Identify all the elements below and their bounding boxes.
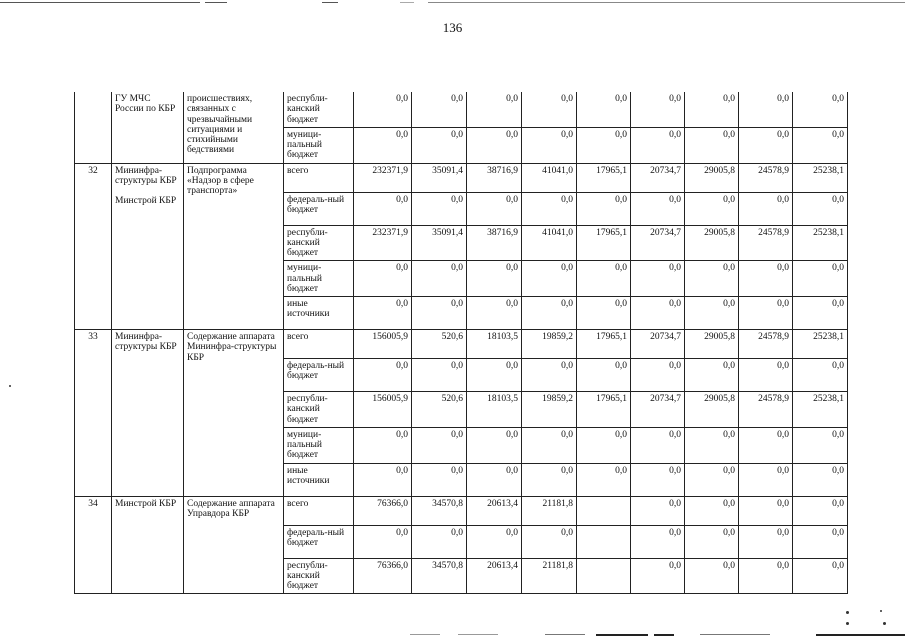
amount-cell: 0,0 (354, 261, 412, 297)
amount-cell: 0,0 (577, 192, 631, 225)
funding-source-cell: федераль-ный бюджет (284, 359, 354, 392)
amount-cell: 0,0 (412, 427, 467, 463)
amount-cell: 0,0 (467, 192, 522, 225)
amount-cell: 0,0 (739, 297, 793, 330)
amount-cell: 29005,8 (685, 392, 739, 428)
amount-cell: 24578,9 (739, 330, 793, 359)
amount-cell: 0,0 (467, 127, 522, 163)
amount-cell: 0,0 (631, 463, 685, 496)
amount-cell: 0,0 (793, 192, 848, 225)
amount-cell: 0,0 (631, 261, 685, 297)
amount-cell: 232371,9 (354, 163, 412, 192)
amount-cell: 0,0 (631, 297, 685, 330)
amount-cell: 156005,9 (354, 330, 412, 359)
funding-source-cell: муници-пальный бюджет (284, 427, 354, 463)
amount-cell: 0,0 (793, 463, 848, 496)
amount-cell: 0,0 (685, 92, 739, 127)
amount-cell: 0,0 (793, 127, 848, 163)
funding-source-cell: республи-канский бюджет (284, 92, 354, 127)
amount-cell: 0,0 (793, 525, 848, 558)
amount-cell: 25238,1 (793, 392, 848, 428)
executor-cell: Мининфра-структуры КБР Минстрой КБР (112, 163, 184, 330)
executor-cell: ГУ МЧС России по КБР (112, 92, 184, 163)
amount-cell: 0,0 (522, 359, 577, 392)
amount-cell: 17965,1 (577, 225, 631, 261)
amount-cell: 0,0 (412, 127, 467, 163)
amount-cell: 24578,9 (739, 163, 793, 192)
amount-cell: 520,6 (412, 330, 467, 359)
table-row (75, 92, 848, 127)
amount-cell: 0,0 (522, 127, 577, 163)
amount-cell: 0,0 (467, 525, 522, 558)
amount-cell: 20613,4 (467, 496, 522, 525)
funding-source-cell: федераль-ный бюджет (284, 192, 354, 225)
table-row (75, 163, 848, 192)
amount-cell: 0,0 (354, 127, 412, 163)
amount-cell: 0,0 (739, 496, 793, 525)
amount-cell: 25238,1 (793, 163, 848, 192)
amount-cell: 0,0 (522, 427, 577, 463)
amount-cell: 0,0 (354, 92, 412, 127)
amount-cell: 0,0 (522, 463, 577, 496)
amount-cell: 35091,4 (412, 225, 467, 261)
program-name-cell: происшествиях, связанных с чрезвычайными ситуациями и стихийными бедствиями (184, 92, 284, 163)
funding-source-cell: иные источники (284, 463, 354, 496)
amount-cell: 0,0 (577, 92, 631, 127)
page-number: 136 (442, 20, 463, 35)
amount-cell: 24578,9 (739, 225, 793, 261)
amount-cell: 0,0 (522, 261, 577, 297)
amount-cell: 17965,1 (577, 330, 631, 359)
amount-cell: 0,0 (631, 427, 685, 463)
amount-cell: 21181,8 (522, 496, 577, 525)
amount-cell: 0,0 (793, 92, 848, 127)
amount-cell: 20613,4 (467, 558, 522, 594)
amount-cell: 0,0 (522, 192, 577, 225)
amount-cell: 29005,8 (685, 225, 739, 261)
amount-cell: 0,0 (685, 127, 739, 163)
amount-cell: 0,0 (577, 261, 631, 297)
amount-cell: 41041,0 (522, 225, 577, 261)
amount-cell: 0,0 (577, 359, 631, 392)
funding-source-cell: всего (284, 330, 354, 359)
funding-source-cell: муници-пальный бюджет (284, 127, 354, 163)
amount-cell: 29005,8 (685, 163, 739, 192)
amount-cell: 21181,8 (522, 558, 577, 594)
amount-cell: 232371,9 (354, 225, 412, 261)
amount-cell: 0,0 (793, 558, 848, 594)
amount-cell: 0,0 (354, 192, 412, 225)
amount-cell: 17965,1 (577, 163, 631, 192)
amount-cell: 0,0 (793, 496, 848, 525)
amount-cell: 0,0 (412, 463, 467, 496)
amount-cell: 0,0 (467, 297, 522, 330)
amount-cell: 19859,2 (522, 330, 577, 359)
amount-cell: 18103,5 (467, 392, 522, 428)
amount-cell: 0,0 (467, 359, 522, 392)
funding-source-cell: иные источники (284, 297, 354, 330)
amount-cell: 38716,9 (467, 225, 522, 261)
amount-cell: 0,0 (354, 463, 412, 496)
amount-cell: 35091,4 (412, 163, 467, 192)
amount-cell: 0,0 (354, 297, 412, 330)
amount-cell: 34570,8 (412, 496, 467, 525)
funding-source-cell: муници-пальный бюджет (284, 261, 354, 297)
amount-cell: 34570,8 (412, 558, 467, 594)
amount-cell: 17965,1 (577, 392, 631, 428)
funding-source-cell: республи-канский бюджет (284, 225, 354, 261)
amount-cell: 0,0 (685, 558, 739, 594)
amount-cell: 0,0 (631, 192, 685, 225)
amount-cell: 0,0 (685, 297, 739, 330)
amount-cell: 0,0 (412, 297, 467, 330)
amount-cell: 41041,0 (522, 163, 577, 192)
funding-source-cell: федераль-ный бюджет (284, 525, 354, 558)
amount-cell: 0,0 (685, 261, 739, 297)
amount-cell: 0,0 (685, 359, 739, 392)
amount-cell: 20734,7 (631, 330, 685, 359)
amount-cell: 0,0 (685, 427, 739, 463)
amount-cell: 0,0 (631, 127, 685, 163)
row-number: 32 (75, 163, 112, 330)
amount-cell: 0,0 (739, 92, 793, 127)
funding-source-cell: всего (284, 496, 354, 525)
row-number: 33 (75, 330, 112, 497)
funding-source-cell: всего (284, 163, 354, 192)
amount-cell: 25238,1 (793, 330, 848, 359)
amount-cell (577, 496, 631, 525)
amount-cell: 0,0 (739, 525, 793, 558)
amount-cell: 0,0 (412, 359, 467, 392)
row-number: 34 (75, 496, 112, 594)
amount-cell: 18103,5 (467, 330, 522, 359)
amount-cell: 20734,7 (631, 392, 685, 428)
amount-cell: 0,0 (412, 261, 467, 297)
amount-cell: 0,0 (412, 525, 467, 558)
amount-cell: 0,0 (739, 463, 793, 496)
amount-cell: 0,0 (354, 359, 412, 392)
amount-cell: 520,6 (412, 392, 467, 428)
amount-cell: 0,0 (522, 525, 577, 558)
amount-cell: 0,0 (577, 463, 631, 496)
amount-cell: 38716,9 (467, 163, 522, 192)
scan-top-edge (0, 0, 905, 8)
executor-cell: Минстрой КБР (112, 496, 184, 594)
amount-cell: 0,0 (631, 92, 685, 127)
amount-cell: 20734,7 (631, 163, 685, 192)
amount-cell: 0,0 (739, 427, 793, 463)
amount-cell: 0,0 (739, 558, 793, 594)
amount-cell: 0,0 (793, 297, 848, 330)
executor-cell: Мининфра-структуры КБР (112, 330, 184, 497)
amount-cell: 19859,2 (522, 392, 577, 428)
program-name-cell: Содержание аппарата Управдора КБР (184, 496, 284, 594)
amount-cell: 76366,0 (354, 558, 412, 594)
amount-cell: 156005,9 (354, 392, 412, 428)
amount-cell: 0,0 (739, 359, 793, 392)
amount-cell: 76366,0 (354, 496, 412, 525)
amount-cell: 0,0 (631, 525, 685, 558)
amount-cell: 0,0 (793, 427, 848, 463)
amount-cell: 0,0 (577, 427, 631, 463)
amount-cell: 0,0 (685, 525, 739, 558)
amount-cell: 0,0 (685, 463, 739, 496)
amount-cell: 0,0 (685, 496, 739, 525)
amount-cell: 0,0 (467, 261, 522, 297)
amount-cell: 20734,7 (631, 225, 685, 261)
amount-cell: 0,0 (631, 558, 685, 594)
amount-cell: 0,0 (793, 359, 848, 392)
funding-source-cell: республи-канский бюджет (284, 392, 354, 428)
amount-cell: 0,0 (354, 427, 412, 463)
amount-cell: 25238,1 (793, 225, 848, 261)
amount-cell: 0,0 (577, 127, 631, 163)
table-row (75, 496, 848, 525)
amount-cell: 29005,8 (685, 330, 739, 359)
amount-cell: 0,0 (685, 192, 739, 225)
budget-table (74, 92, 848, 594)
amount-cell: 0,0 (467, 463, 522, 496)
row-number (75, 92, 112, 163)
amount-cell (577, 558, 631, 594)
amount-cell: 0,0 (467, 427, 522, 463)
amount-cell: 0,0 (739, 261, 793, 297)
amount-cell: 0,0 (354, 525, 412, 558)
amount-cell: 0,0 (631, 496, 685, 525)
amount-cell: 0,0 (522, 92, 577, 127)
amount-cell: 0,0 (739, 127, 793, 163)
amount-cell: 0,0 (522, 297, 577, 330)
amount-cell: 0,0 (577, 297, 631, 330)
amount-cell: 0,0 (412, 192, 467, 225)
amount-cell: 0,0 (467, 92, 522, 127)
amount-cell: 24578,9 (739, 392, 793, 428)
amount-cell: 0,0 (412, 92, 467, 127)
amount-cell: 0,0 (793, 261, 848, 297)
amount-cell (577, 525, 631, 558)
amount-cell: 0,0 (631, 359, 685, 392)
table-row (75, 330, 848, 359)
amount-cell: 0,0 (739, 192, 793, 225)
funding-source-cell: республи-канский бюджет (284, 558, 354, 594)
program-name-cell: Содержание аппарата Мининфра-структуры КБР (184, 330, 284, 497)
program-name-cell: Подпрограмма «Надзор в сфере транспорта» (184, 163, 284, 330)
